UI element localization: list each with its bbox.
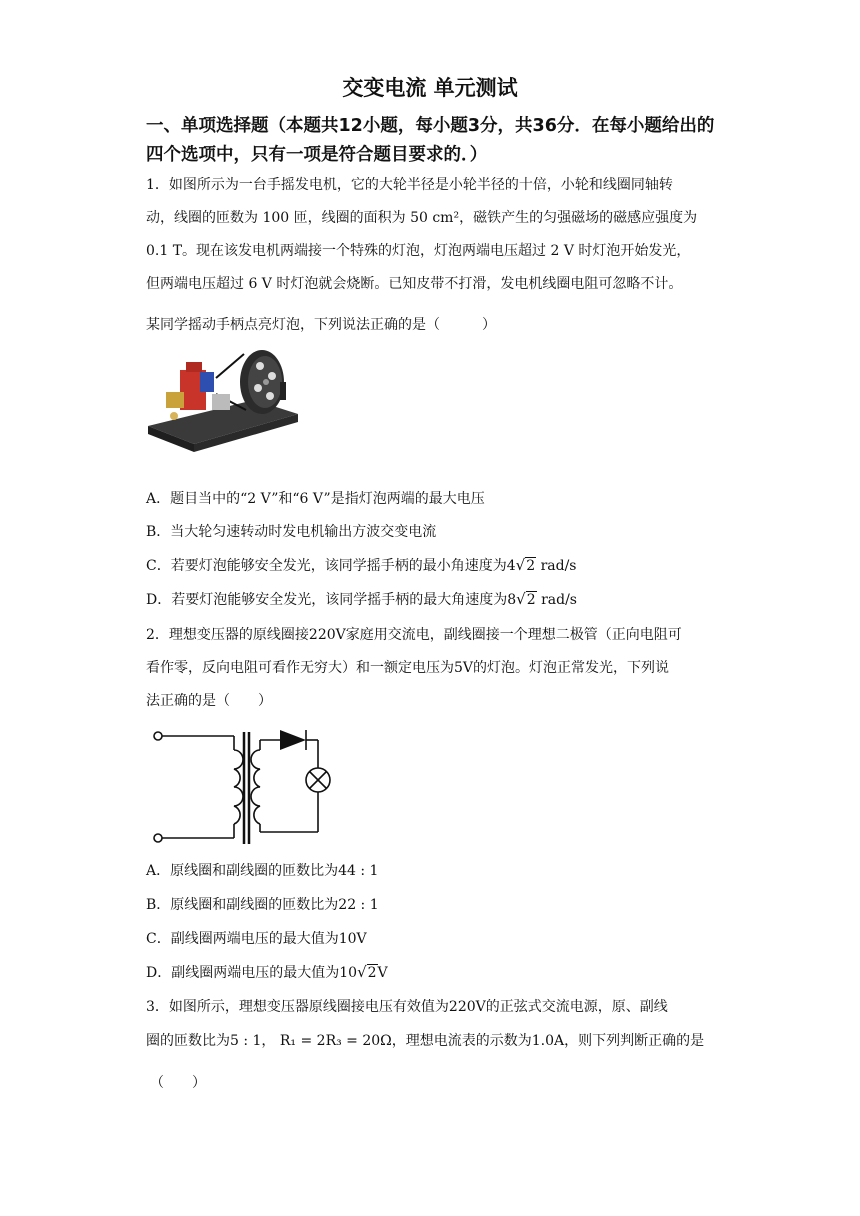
q1-text-line-2: 动，线圈的匝数为 100 匝，线圈的面积为 50 cm²，磁铁产生的匀强磁场的磁感应强度为 [146, 210, 698, 226]
q2-option-b: B．原线圈和副线圈的匝数比为22 : 1 [146, 897, 379, 913]
sqrt-symbol: √2 [515, 556, 536, 574]
q3-text-line-2: 圈的匝数比为5 : 1， R₁ = 2R₃ = 20Ω，理想电流表的示数为1.0A，则下列判断正确的是 [146, 1033, 705, 1049]
q2-text-line-2: 看作零，反向电阻可看作无穷大）和一额定电压为5V的灯泡。灯泡正常发光，下列说 [146, 660, 670, 676]
section-heading: 一、单项选择题（本题共12小题，每小题3分，共36分．在每小题给出的四个选项中，只有一项是符合题目要求的．） [146, 116, 715, 165]
q1-text-line-5: 某同学摇动手柄点亮灯泡，下列说法正确的是（ ） [146, 317, 496, 333]
q1-option-d-radicand: 2 [526, 592, 536, 608]
page-title: 交变电流 单元测试 [342, 76, 518, 100]
q1-option-c-unit: rad/s [536, 558, 577, 574]
q2-text-line-1: 2．理想变压器的原线圈接220V家庭用交流电，副线圈接一个理想二极管（正向电阻可 [146, 627, 682, 643]
q1-option-d-text: D．若要灯泡能够安全发光，该同学摇手柄的最大角速度为 [146, 592, 508, 608]
generator-figure [142, 342, 302, 454]
q3-text-line-3: （ ） [150, 1075, 206, 1091]
q1-option-d-coef: 8 [507, 592, 517, 608]
q1-option-c-coef: 4 [506, 558, 516, 574]
q3-text-line-1: 3．如图所示，理想变压器原线圈接电压有效值为220V的正弦式交流电源，原、副线 [146, 999, 668, 1015]
q1-option-c-radicand: 2 [526, 558, 536, 574]
transformer-circuit-figure [148, 724, 338, 848]
sqrt-symbol: √2 [516, 590, 536, 608]
q1-text-line-3: 0.1 T。现在该发电机两端接一个特殊的灯泡，灯泡两端电压超过 2 V 时灯泡开始发光， [146, 243, 691, 259]
q1-text-line-1: 1．如图所示为一台手摇发电机，它的大轮半径是小轮半径的十倍，小轮和线圈同轴转 [146, 177, 673, 193]
q2-option-d-unit: V [377, 965, 388, 981]
q1-option-c [146, 555, 726, 575]
q2-option-c: C．副线圈两端电压的最大值为10V [146, 931, 367, 947]
sqrt-symbol: √2 [357, 963, 377, 981]
q1-option-c-text: C．若要灯泡能够安全发光，该同学摇手柄的最小角速度为 [146, 558, 507, 574]
q1-text-line-4: 但两端电压超过 6 V 时灯泡就会烧断。已知皮带不打滑，发电机线圈电阻可忽略不计。 [146, 276, 683, 292]
q2-option-d-radicand: 2 [367, 965, 377, 981]
q1-option-a: A．题目当中的“2 V”和“6 V”是指灯泡两端的最大电压 [146, 491, 485, 507]
q1-option-b: B．当大轮匀速转动时发电机输出方波交变电流 [146, 524, 437, 540]
q2-option-d-text: D．副线圈两端电压的最大值为 [146, 965, 340, 981]
q2-option-d [146, 962, 726, 982]
q1-option-d [146, 589, 726, 609]
q2-text-line-3: 法正确的是（ ） [146, 693, 272, 709]
q2-option-a: A．原线圈和副线圈的匝数比为44 : 1 [146, 863, 379, 879]
q2-option-d-coef: 10 [339, 965, 358, 981]
q1-option-d-unit: rad/s [536, 592, 577, 608]
